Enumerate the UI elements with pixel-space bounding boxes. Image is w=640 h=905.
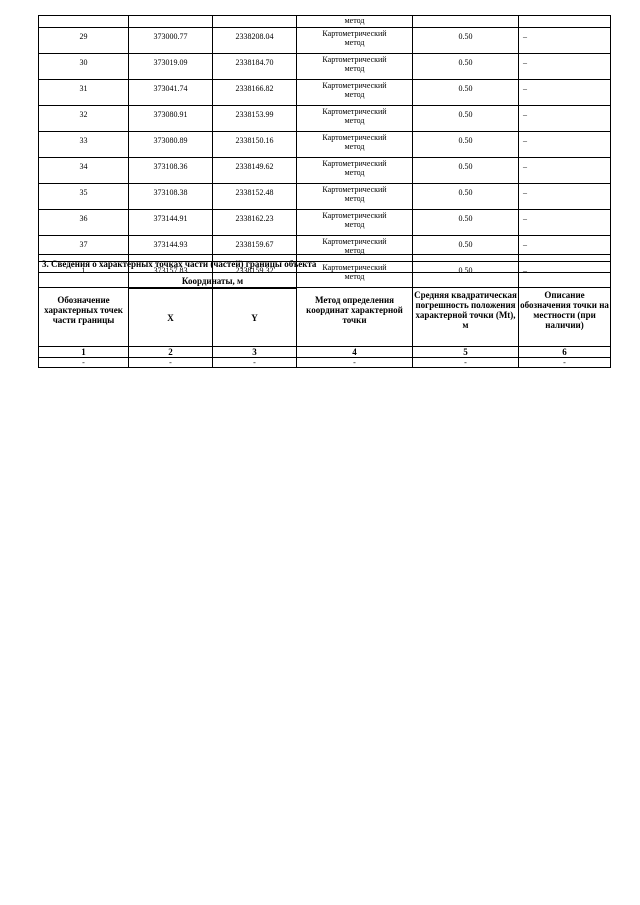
method-line: Картометрический [322, 159, 387, 168]
cell [413, 16, 519, 28]
method-line: Картометрический [322, 55, 387, 64]
y-coordinate-cell: 2338159.67 [213, 236, 297, 262]
method-line: Картометрический [322, 107, 387, 116]
method-line: метод [344, 64, 365, 73]
description-cell: – [519, 106, 611, 132]
x-coordinate-cell: 373080.89 [129, 132, 213, 158]
method-cell [297, 210, 413, 236]
description-cell: – [519, 236, 611, 262]
method-cell [297, 106, 413, 132]
y-coordinate-cell: 2338184.70 [213, 54, 297, 80]
x-coordinate-cell: 373144.93 [129, 236, 213, 262]
table-row [39, 28, 611, 54]
description-cell: – [519, 28, 611, 54]
method-line: метод [344, 272, 365, 281]
empty-cell: - [519, 358, 611, 368]
description-cell: – [519, 184, 611, 210]
method-line: Картометрический [322, 211, 387, 220]
cell [519, 16, 611, 28]
accuracy-cell: 0.50 [413, 28, 519, 54]
y-coordinate-cell: 2338208.04 [213, 28, 297, 54]
accuracy-cell: 0.50 [413, 54, 519, 80]
method-line: Картометрический [322, 263, 387, 272]
column-number: 1 [39, 347, 129, 358]
accuracy-cell: 0.50 [413, 158, 519, 184]
method-cell [297, 158, 413, 184]
method-line: метод [344, 220, 365, 229]
method-line: Картометрический [322, 29, 387, 38]
point-number-cell: 34 [39, 158, 129, 184]
empty-cell: - [297, 358, 413, 368]
point-number-cell: 37 [39, 236, 129, 262]
coordinates-header: Координаты, м [129, 273, 297, 289]
method-line: метод [344, 116, 365, 125]
method-cell [297, 132, 413, 158]
method-line: Картометрический [322, 133, 387, 142]
description-header: Описание обозначения точки на местности (при наличии) [519, 273, 611, 347]
method-line: метод [344, 194, 365, 203]
point-number-cell: 36 [39, 210, 129, 236]
method-line: метод [344, 90, 365, 99]
method-cell [297, 184, 413, 210]
method-cell: метод [297, 16, 413, 28]
accuracy-header: Средняя квадратическая погрешность положения характерной точки (Мt), м [413, 273, 519, 347]
table-row [39, 106, 611, 132]
y-coordinate-cell: 2338149.62 [213, 158, 297, 184]
designation-header: Обозначение характерных точек части границы [39, 273, 129, 347]
method-line: метод [344, 38, 365, 47]
x-coordinate-cell: 373080.91 [129, 106, 213, 132]
point-number-cell: 35 [39, 184, 129, 210]
method-line: метод [344, 168, 365, 177]
empty-data-row [39, 358, 611, 368]
empty-cell: - [413, 358, 519, 368]
empty-cell: - [213, 358, 297, 368]
table-row [39, 184, 611, 210]
method-line: Картометрический [322, 237, 387, 246]
accuracy-cell: 0.50 [413, 132, 519, 158]
method-cell [297, 54, 413, 80]
empty-cell: - [129, 358, 213, 368]
points-table [38, 15, 611, 288]
accuracy-cell: 0.50 [413, 80, 519, 106]
x-coordinate-cell: 373041.74 [129, 80, 213, 106]
x-header: X [129, 289, 213, 347]
column-number-row [39, 347, 611, 358]
point-number-cell: 1 [39, 262, 129, 288]
method-header: Метод определения координат характерной точки [297, 273, 413, 347]
point-number-cell: 33 [39, 132, 129, 158]
accuracy-cell: 0.50 [413, 106, 519, 132]
column-number: 4 [297, 347, 413, 358]
table-row [39, 80, 611, 106]
method-cell [297, 80, 413, 106]
description-cell: – [519, 132, 611, 158]
x-coordinate-cell: 373108.38 [129, 184, 213, 210]
table-row [39, 54, 611, 80]
y-coordinate-cell: 2338166.82 [213, 80, 297, 106]
y-coordinate-cell: 2338162.23 [213, 210, 297, 236]
column-number: 5 [413, 347, 519, 358]
empty-cell: - [39, 358, 129, 368]
accuracy-cell: 0.50 [413, 262, 519, 288]
method-line: Картометрический [322, 81, 387, 90]
description-cell: – [519, 80, 611, 106]
x-coordinate-cell: 373000.77 [129, 28, 213, 54]
table-row [39, 210, 611, 236]
point-number-cell: 29 [39, 28, 129, 54]
table-row [39, 158, 611, 184]
method-line: метод [344, 246, 365, 255]
description-cell: – [519, 210, 611, 236]
method-line: метод [344, 142, 365, 151]
method-line: Картометрический [322, 185, 387, 194]
y-coordinate-cell: 2338152.48 [213, 184, 297, 210]
column-number: 6 [519, 347, 611, 358]
point-number-cell: 31 [39, 80, 129, 106]
description-cell: – [519, 262, 611, 288]
description-cell: – [519, 54, 611, 80]
column-number: 2 [129, 347, 213, 358]
x-coordinate-cell: 373019.09 [129, 54, 213, 80]
description-cell: – [519, 158, 611, 184]
method-cell [297, 28, 413, 54]
cell [213, 16, 297, 28]
cell [39, 16, 129, 28]
point-number-cell: 30 [39, 54, 129, 80]
accuracy-cell: 0.50 [413, 210, 519, 236]
y-coordinate-cell: 2338153.99 [213, 106, 297, 132]
y-coordinate-cell: 2338150.16 [213, 132, 297, 158]
column-number: 3 [213, 347, 297, 358]
x-coordinate-cell: 373157.83 [129, 262, 213, 288]
x-coordinate-cell: 373144.91 [129, 210, 213, 236]
section3-table [38, 254, 611, 368]
y-header: Y [213, 289, 297, 347]
x-coordinate-cell: 373108.36 [129, 158, 213, 184]
table-row-continued [39, 16, 611, 28]
y-coordinate-cell: 2338159.32 [213, 262, 297, 288]
table-row [39, 132, 611, 158]
point-number-cell: 32 [39, 106, 129, 132]
accuracy-cell: 0.50 [413, 184, 519, 210]
section-title: 3. Сведения о характерных точках части (частей) границы объекта [39, 255, 611, 273]
cell [129, 16, 213, 28]
accuracy-cell: 0.50 [413, 236, 519, 262]
